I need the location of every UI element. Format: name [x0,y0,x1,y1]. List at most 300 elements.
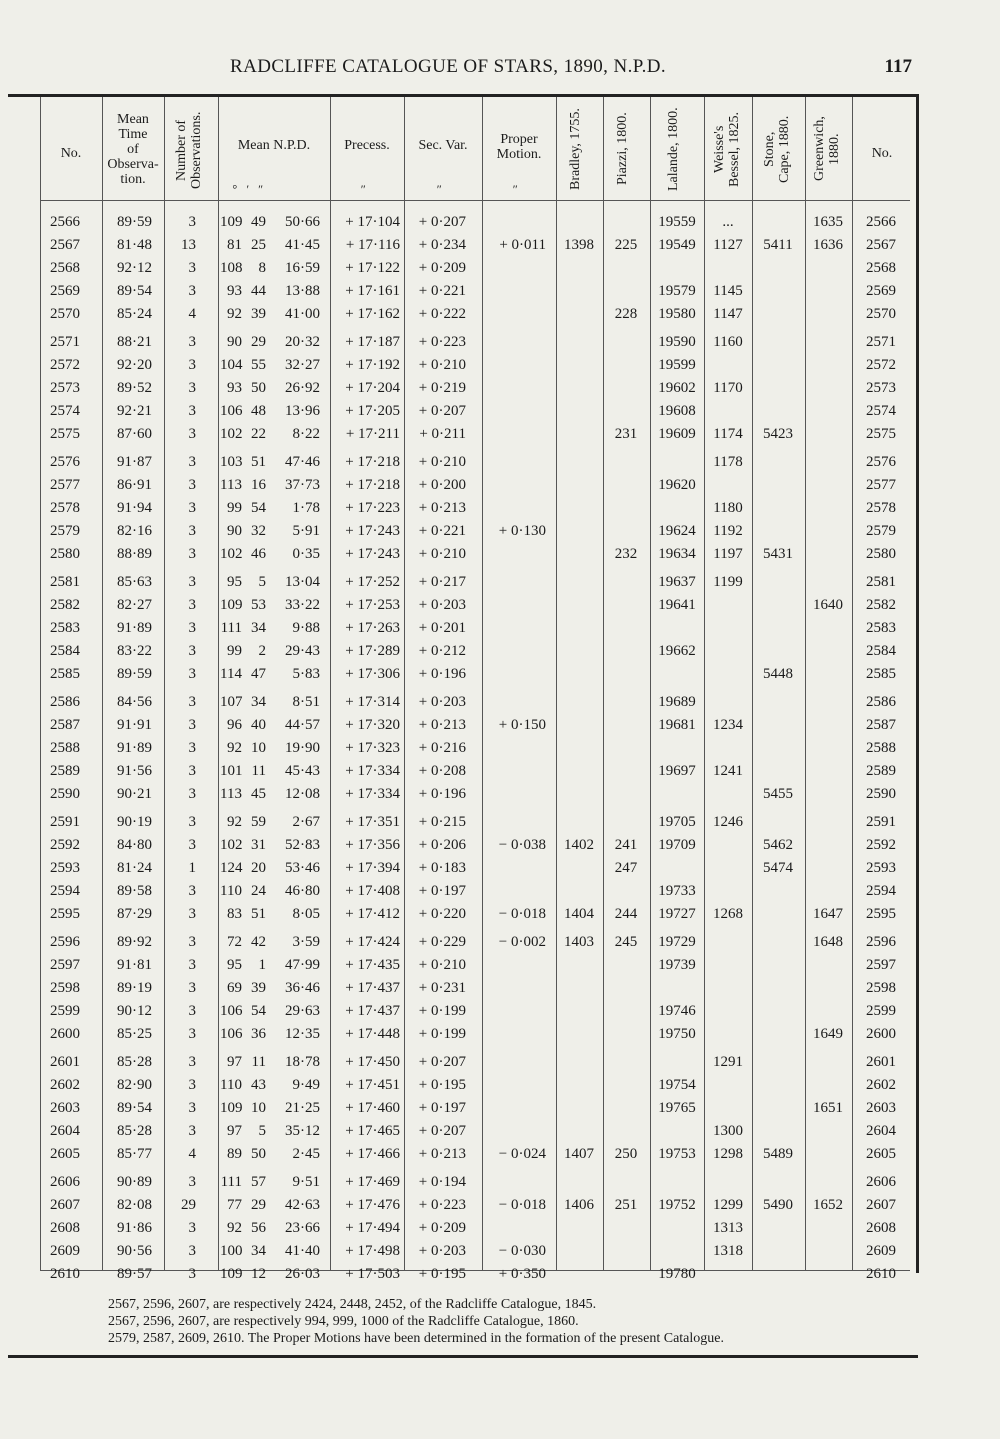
cell-greenwich: 1649 [813,1026,843,1042]
cell-no: 2575 [50,426,80,442]
cell-npd-minutes: 54 [251,500,266,516]
footnote: 2579, 2587, 2609, 2610. The Proper Motions have been determined in the formation of the present Catalogue. [108,1331,724,1346]
table-body [0,214,1000,1289]
cell-npd-minutes: 40 [251,717,266,733]
table-row [0,934,1000,957]
cell-no-right: 2597 [866,957,896,973]
cell-no-right: 2585 [866,666,896,682]
cell-precess: + 17·465 [345,1123,400,1139]
cell-observations: 3 [188,597,196,613]
cell-no-right: 2574 [866,403,896,419]
units-sec-var: ″ [436,182,441,196]
cell-no-right: 2580 [866,546,896,562]
table-row [0,477,1000,500]
cell-npd-seconds: 41·45 [285,237,320,253]
cell-observations: 3 [188,1100,196,1116]
cell-no: 2577 [50,477,80,493]
table-row [0,1197,1000,1220]
cell-mean-time: 90·56 [117,1243,152,1259]
cell-observations: 3 [188,620,196,636]
cell-npd-degrees: 93 [227,380,242,396]
cell-mean-time: 84·80 [117,837,152,853]
cell-weisse-bessel: 1147 [713,306,743,322]
cell-npd-minutes: 29 [251,334,266,350]
cell-no-right: 2586 [866,694,896,710]
cell-npd-minutes: 39 [251,980,266,996]
cell-no: 2592 [50,837,80,853]
cell-npd-minutes: 31 [251,837,266,853]
cell-mean-time: 91·94 [117,500,152,516]
cell-observations: 3 [188,717,196,733]
cell-npd-seconds: 52·83 [285,837,320,853]
cell-mean-time: 91·56 [117,763,152,779]
table-row [0,666,1000,689]
cell-npd-seconds: 1·78 [292,500,320,516]
cell-npd-minutes: 50 [251,1146,266,1162]
cell-mean-time: 91·86 [117,1220,152,1236]
cell-piazzi: 245 [614,934,638,950]
cell-precess: + 17·437 [345,1003,400,1019]
cell-observations: 3 [188,546,196,562]
footnote: 2567, 2596, 2607, are respectively 994, 999, 1000 of the Radcliffe Catalogue, 1860. [108,1314,579,1329]
table-row [0,283,1000,306]
cell-npd-minutes: 25 [251,237,266,253]
cell-no: 2601 [50,1054,80,1070]
cell-piazzi: 251 [614,1197,638,1213]
table-row [0,957,1000,980]
cell-npd-degrees: 106 [220,1003,243,1019]
cell-lalande: 19750 [658,1026,696,1042]
cell-mean-time: 87·29 [117,906,152,922]
cell-mean-time: 89·54 [117,1100,152,1116]
cell-npd-minutes: 50 [251,380,266,396]
cell-precess: + 17·503 [345,1266,400,1282]
table-row [0,1123,1000,1146]
cell-mean-time: 85·28 [117,1054,152,1070]
cell-no: 2598 [50,980,80,996]
cell-observations: 3 [188,694,196,710]
cell-precess: + 17·161 [345,283,400,299]
table-row [0,523,1000,546]
cell-no-right: 2570 [866,306,896,322]
cell-greenwich: 1651 [813,1100,843,1116]
header-rule [40,200,910,201]
cell-mean-time: 87·60 [117,426,152,442]
cell-no: 2583 [50,620,80,636]
cell-npd-minutes: 51 [251,454,266,470]
table-row [0,546,1000,569]
cell-precess: + 17·412 [345,906,400,922]
cell-precess: + 17·211 [345,426,400,442]
table-row [0,1266,1000,1289]
cell-stone-cape: 5455 [763,786,793,802]
cell-no-right: 2598 [866,980,896,996]
cell-no-right: 2602 [866,1077,896,1093]
cell-observations: 3 [188,1174,196,1190]
cell-precess: + 17·498 [345,1243,400,1259]
cell-npd-degrees: 103 [220,454,243,470]
cell-no-right: 2590 [866,786,896,802]
cell-lalande: 19752 [658,1197,696,1213]
cell-sec-var: + 0·209 [418,260,466,276]
cell-precess: + 17·218 [345,454,400,470]
cell-lalande: 19739 [658,957,696,973]
cell-weisse-bessel: 1178 [713,454,743,470]
cell-npd-minutes: 10 [251,1100,266,1116]
header-stone-cape: Stone, Cape, 1880. [762,115,792,183]
cell-precess: + 17·450 [345,1054,400,1070]
units-proper-motion: ″ [512,182,517,196]
cell-precess: + 17·334 [345,763,400,779]
cell-sec-var: + 0·221 [418,283,466,299]
cell-no-right: 2605 [866,1146,896,1162]
cell-npd-degrees: 102 [220,426,243,442]
cell-observations: 1 [188,860,196,876]
cell-no: 2582 [50,597,80,613]
cell-observations: 3 [188,574,196,590]
cell-no: 2605 [50,1146,80,1162]
cell-mean-time: 82·08 [117,1197,152,1213]
header-mean-time: Mean Time of Observa- tion. [107,112,159,187]
cell-no-right: 2583 [866,620,896,636]
cell-npd-minutes: 22 [251,426,266,442]
cell-sec-var: + 0·199 [418,1003,466,1019]
table-row [0,763,1000,786]
cell-no: 2591 [50,814,80,830]
cell-npd-seconds: 9·51 [292,1174,320,1190]
cell-mean-time: 91·89 [117,740,152,756]
cell-npd-seconds: 8·22 [292,426,320,442]
cell-lalande: 19689 [658,694,696,710]
cell-bradley: 1398 [564,237,594,253]
cell-piazzi: 244 [614,906,638,922]
header-piazzi: Piazzi, 1800. [615,112,630,186]
cell-npd-degrees: 90 [227,523,242,539]
cell-npd-seconds: 3·59 [292,934,320,950]
table-row [0,1100,1000,1123]
footnote: 2567, 2596, 2607, are respectively 2424, 2448, 2452, of the Radcliffe Catalogue, 1845. [108,1297,597,1312]
cell-observations: 29 [181,1197,196,1213]
cell-no: 2593 [50,860,80,876]
cell-npd-seconds: 23·66 [285,1220,320,1236]
cell-npd-degrees: 92 [227,1220,242,1236]
cell-no: 2610 [50,1266,80,1282]
cell-precess: + 17·263 [345,620,400,636]
cell-npd-degrees: 92 [227,740,242,756]
cell-mean-time: 92·21 [117,403,152,419]
cell-npd-degrees: 102 [220,546,243,562]
cell-no-right: 2569 [866,283,896,299]
cell-proper-motion: − 0·002 [498,934,546,950]
cell-no-right: 2573 [866,380,896,396]
cell-mean-time: 90·89 [117,1174,152,1190]
cell-proper-motion: − 0·024 [498,1146,546,1162]
cell-stone-cape: 5448 [763,666,793,682]
cell-no-right: 2589 [866,763,896,779]
cell-npd-seconds: 47·99 [285,957,320,973]
cell-sec-var: + 0·206 [418,837,466,853]
cell-no-right: 2568 [866,260,896,276]
cell-npd-seconds: 5·91 [292,523,320,539]
cell-no-right: 2591 [866,814,896,830]
cell-proper-motion: + 0·011 [499,237,546,253]
cell-npd-minutes: 2 [258,643,266,659]
cell-stone-cape: 5490 [763,1197,793,1213]
cell-npd-minutes: 5 [258,1123,266,1139]
cell-npd-degrees: 96 [227,717,242,733]
cell-npd-minutes: 5 [258,574,266,590]
cell-mean-time: 82·16 [117,523,152,539]
units-precess: ″ [360,182,365,196]
cell-observations: 3 [188,523,196,539]
cell-no: 2595 [50,906,80,922]
cell-weisse-bessel: 1145 [713,283,743,299]
cell-piazzi: 232 [614,546,638,562]
cell-mean-time: 89·59 [117,214,152,230]
cell-no-right: 2587 [866,717,896,733]
cell-mean-time: 88·89 [117,546,152,562]
cell-npd-seconds: 18·78 [285,1054,320,1070]
cell-mean-time: 89·54 [117,283,152,299]
cell-observations: 3 [188,477,196,493]
cell-mean-time: 91·87 [117,454,152,470]
cell-npd-seconds: 50·66 [285,214,320,230]
cell-no-right: 2594 [866,883,896,899]
cell-no-right: 2579 [866,523,896,539]
cell-lalande: 19709 [658,837,696,853]
cell-no: 2596 [50,934,80,950]
cell-npd-seconds: 36·46 [285,980,320,996]
table-row [0,740,1000,763]
cell-sec-var: + 0·200 [418,477,466,493]
cell-npd-degrees: 99 [227,500,242,516]
cell-weisse-bessel: 1291 [713,1054,743,1070]
cell-observations: 3 [188,334,196,350]
cell-sec-var: + 0·203 [418,1243,466,1259]
table-row [0,237,1000,260]
cell-npd-seconds: 12·35 [285,1026,320,1042]
cell-npd-minutes: 56 [251,1220,266,1236]
cell-no-right: 2607 [866,1197,896,1213]
cell-weisse-bessel: 1299 [713,1197,743,1213]
cell-observations: 4 [188,306,196,322]
page-number: 117 [884,56,912,77]
cell-npd-seconds: 47·46 [285,454,320,470]
cell-no: 2588 [50,740,80,756]
cell-no-right: 2588 [866,740,896,756]
cell-lalande: 19681 [658,717,696,733]
cell-mean-time: 85·63 [117,574,152,590]
table-row [0,260,1000,283]
cell-npd-degrees: 109 [220,214,243,230]
header-greenwich: Greenwich, 1880. [812,116,842,182]
header-proper-motion: Proper Motion. [496,132,542,162]
cell-no-right: 2584 [866,643,896,659]
cell-observations: 3 [188,426,196,442]
cell-npd-minutes: 57 [251,1174,266,1190]
cell-npd-seconds: 44·57 [285,717,320,733]
cell-observations: 3 [188,1266,196,1282]
cell-observations: 3 [188,814,196,830]
cell-piazzi: 225 [614,237,638,253]
cell-no: 2568 [50,260,80,276]
cell-npd-seconds: 19·90 [285,740,320,756]
cell-npd-minutes: 36 [251,1026,266,1042]
cell-stone-cape: 5411 [763,237,793,253]
cell-no: 2600 [50,1026,80,1042]
cell-sec-var: + 0·194 [418,1174,466,1190]
cell-lalande: 19590 [658,334,696,350]
table-row [0,426,1000,449]
cell-precess: + 17·314 [345,694,400,710]
cell-mean-time: 91·89 [117,620,152,636]
cell-npd-minutes: 46 [251,546,266,562]
cell-precess: + 17·204 [345,380,400,396]
cell-npd-minutes: 48 [251,403,266,419]
header-mean-npd: Mean N.P.D. [237,138,311,153]
cell-npd-minutes: 11 [251,1054,266,1070]
cell-greenwich: 1647 [813,906,843,922]
cell-lalande: 19780 [658,1266,696,1282]
cell-npd-seconds: 2·45 [292,1146,320,1162]
cell-observations: 13 [181,237,196,253]
table-row [0,1003,1000,1026]
cell-no-right: 2604 [866,1123,896,1139]
cell-sec-var: + 0·207 [418,1054,466,1070]
cell-npd-degrees: 109 [220,597,243,613]
cell-precess: + 17·408 [345,883,400,899]
cell-sec-var: + 0·210 [418,454,466,470]
cell-npd-seconds: 41·40 [285,1243,320,1259]
cell-proper-motion: + 0·150 [498,717,546,733]
cell-npd-degrees: 97 [227,1123,242,1139]
cell-lalande: 19727 [658,906,696,922]
cell-no: 2602 [50,1077,80,1093]
cell-lalande: 19624 [658,523,696,539]
cell-mean-time: 81·24 [117,860,152,876]
cell-sec-var: + 0·199 [418,1026,466,1042]
cell-no: 2570 [50,306,80,322]
cell-observations: 3 [188,934,196,950]
table-row [0,1077,1000,1100]
cell-precess: + 17·289 [345,643,400,659]
cell-npd-minutes: 16 [251,477,266,493]
cell-no: 2569 [50,283,80,299]
cell-sec-var: + 0·213 [418,717,466,733]
cell-precess: + 17·243 [345,546,400,562]
cell-no-right: 2578 [866,500,896,516]
cell-sec-var: + 0·211 [419,426,466,442]
cell-npd-degrees: 114 [220,666,242,682]
cell-sec-var: + 0·213 [418,1146,466,1162]
table-row [0,837,1000,860]
cell-npd-seconds: 35·12 [285,1123,320,1139]
header-lalande: Lalande, 1800. [666,107,681,191]
cell-no: 2567 [50,237,80,253]
cell-no: 2608 [50,1220,80,1236]
cell-no: 2604 [50,1123,80,1139]
cell-mean-time: 89·92 [117,934,152,950]
cell-no-right: 2596 [866,934,896,950]
cell-sec-var: + 0·195 [418,1266,466,1282]
page-header [0,56,1000,80]
cell-mean-time: 85·28 [117,1123,152,1139]
cell-mean-time: 92·20 [117,357,152,373]
cell-no: 2606 [50,1174,80,1190]
cell-precess: + 17·187 [345,334,400,350]
cell-npd-degrees: 83 [227,906,242,922]
cell-no-right: 2599 [866,1003,896,1019]
cell-npd-degrees: 92 [227,814,242,830]
cell-mean-time: 88·21 [117,334,152,350]
cell-precess: + 17·122 [345,260,400,276]
cell-lalande: 19662 [658,643,696,659]
cell-npd-degrees: 113 [220,477,242,493]
cell-sec-var: + 0·208 [418,763,466,779]
cell-weisse-bessel: ... [722,214,734,230]
cell-observations: 3 [188,380,196,396]
table-row [0,980,1000,1003]
cell-bradley: 1407 [564,1146,594,1162]
cell-observations: 3 [188,1077,196,1093]
cell-lalande: 19733 [658,883,696,899]
cell-npd-minutes: 44 [251,283,266,299]
cell-lalande: 19637 [658,574,696,590]
cell-observations: 3 [188,786,196,802]
cell-npd-degrees: 109 [220,1100,243,1116]
cell-lalande: 19746 [658,1003,696,1019]
cell-observations: 3 [188,214,196,230]
cell-npd-seconds: 20·32 [285,334,320,350]
cell-no-right: 2606 [866,1174,896,1190]
cell-npd-degrees: 89 [227,1146,242,1162]
cell-sec-var: + 0·201 [418,620,466,636]
table-row [0,214,1000,237]
cell-mean-time: 91·91 [117,717,152,733]
cell-sec-var: + 0·209 [418,1220,466,1236]
cell-lalande: 19599 [658,357,696,373]
cell-observations: 3 [188,283,196,299]
table-row [0,380,1000,403]
cell-npd-degrees: 95 [227,957,242,973]
cell-weisse-bessel: 1318 [713,1243,743,1259]
cell-lalande: 19705 [658,814,696,830]
cell-lalande: 19559 [658,214,696,230]
cell-sec-var: + 0·196 [418,786,466,802]
cell-sec-var: + 0·210 [418,957,466,973]
table-row [0,1174,1000,1197]
cell-precess: + 17·252 [345,574,400,590]
table-row [0,1243,1000,1266]
cell-observations: 3 [188,883,196,899]
cell-sec-var: + 0·234 [418,237,466,253]
cell-npd-minutes: 24 [251,883,266,899]
cell-observations: 3 [188,980,196,996]
cell-stone-cape: 5423 [763,426,793,442]
cell-npd-seconds: 9·49 [292,1077,320,1093]
cell-no: 2607 [50,1197,80,1213]
cell-npd-minutes: 29 [251,1197,266,1213]
cell-lalande: 19620 [658,477,696,493]
cell-no-right: 2595 [866,906,896,922]
cell-weisse-bessel: 1127 [713,237,743,253]
cell-npd-seconds: 29·43 [285,643,320,659]
cell-no: 2572 [50,357,80,373]
cell-no: 2581 [50,574,80,590]
cell-mean-time: 90·21 [117,786,152,802]
cell-weisse-bessel: 1268 [713,906,743,922]
cell-observations: 4 [188,1146,196,1162]
